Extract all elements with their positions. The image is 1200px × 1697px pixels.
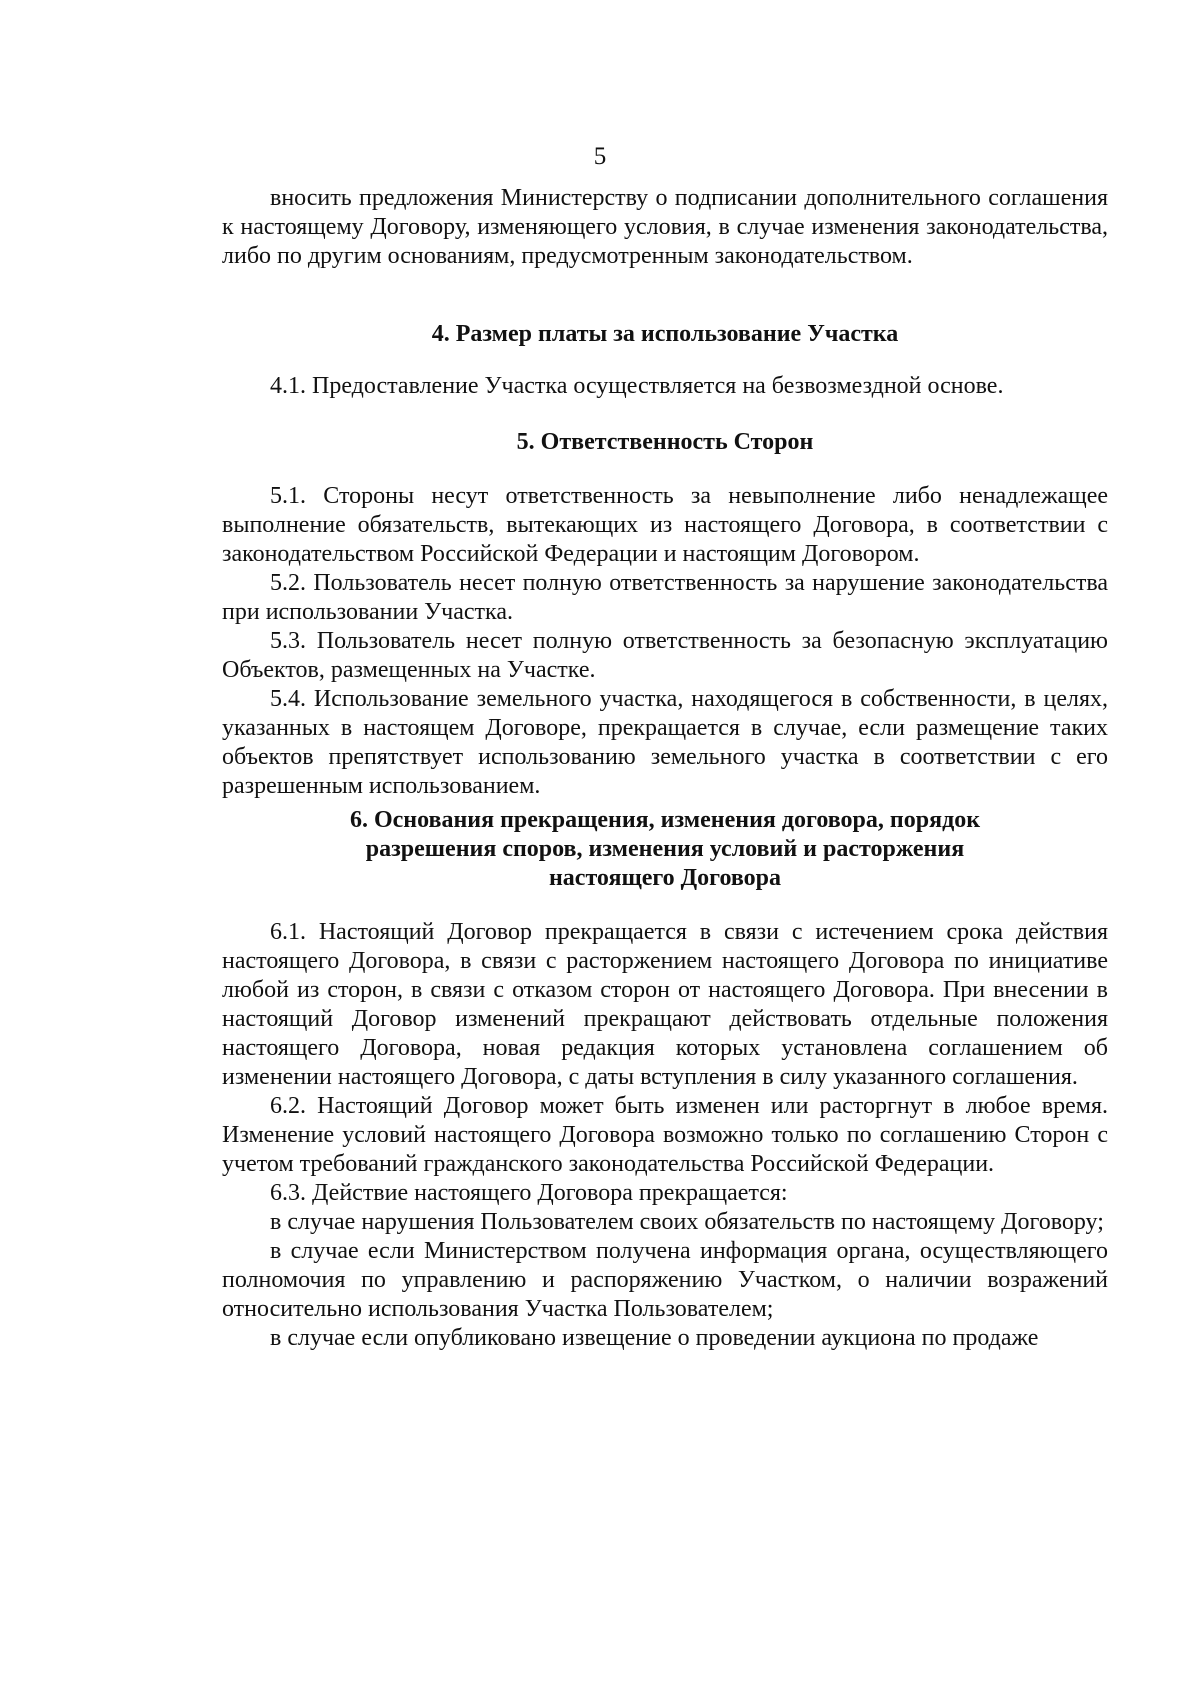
section-6-title-line-3: настоящего Договора bbox=[548, 865, 782, 891]
paragraph-6-1: 6.1. Настоящий Договор прекращается в связи с истечением срока действия настоящего Договора, в связи с расторжением настоящего Договора по инициативе любой из сторон, в связи с отказом сторон от настоящего Договора. При внесении в настоящий Договор изменений прекращают действовать отдельные положения настоящего Договора, новая редакция которых установлена соглашением об изменении настоящего Договора, с даты вступления в силу указанного соглашения. bbox=[222, 919, 1108, 1090]
paragraph-6-2: 6.2. Настоящий Договор может быть изменен или расторгнут в любое время. Изменение условий настоящего Договора возможно только по соглашению Сторон с учетом требований гражданского законодательства Российской Федерации. bbox=[222, 1093, 1108, 1177]
intro-block bbox=[222, 184, 1108, 271]
intro-paragraph: вносить предложения Министерству о подписании дополнительного соглашения к настоящему Договору, изменяющего условия, в случае изменения законодательства, либо по другим основаниям, предусмотренным законодательством. bbox=[222, 185, 1108, 269]
paragraph-6-3-case-2: в случае если Министерством получена информация органа, осуществляющего полномочия по управлению и распоряжению Участком, о наличии возражений относительно использования Участка Пользователем; bbox=[222, 1238, 1108, 1322]
section-6-title-line-1: 6. Основания прекращения, изменения договора, порядок bbox=[349, 807, 981, 833]
paragraph-5-2: 5.2. Пользователь несет полную ответственность за нарушение законодательства при использовании Участка. bbox=[222, 570, 1108, 625]
section-5-body bbox=[222, 482, 1108, 801]
paragraph-5-3: 5.3. Пользователь несет полную ответственность за безопасную эксплуатацию Объектов, размещенных на Участке. bbox=[222, 628, 1108, 683]
section-4-title: 4. Размер платы за использование Участка bbox=[431, 321, 899, 347]
section-4-body bbox=[222, 372, 1108, 401]
paragraph-5-1: 5.1. Стороны несут ответственность за невыполнение либо ненадлежащее выполнение обязательств, вытекающих из настоящего Договора, в соответствии с законодательством Российской Федерации и настоящим Договором. bbox=[222, 483, 1108, 567]
page-number: 5 bbox=[593, 143, 607, 170]
section-5-title: 5. Ответственность Сторон bbox=[516, 429, 814, 455]
section-6-title bbox=[222, 806, 1108, 893]
paragraph-6-3-case-3: в случае если опубликовано извещение о проведении аукциона по продаже bbox=[270, 1325, 1039, 1351]
paragraph-6-3: 6.3. Действие настоящего Договора прекращается: bbox=[270, 1180, 788, 1206]
section-6-body bbox=[222, 918, 1108, 1353]
paragraph-5-4: 5.4. Использование земельного участка, находящегося в собственности, в целях, указанных в настоящем Договоре, прекращается в случае, если размещение таких объектов препятствует использованию земельного участка в соответствии с его разрешенным использованием. bbox=[222, 686, 1108, 799]
paragraph-4-1: 4.1. Предоставление Участка осуществляется на безвозмездной основе. bbox=[270, 373, 1004, 399]
section-6-title-line-2: разрешения споров, изменения условий и расторжения bbox=[365, 836, 965, 862]
paragraph-6-3-case-1: в случае нарушения Пользователем своих обязательств по настоящему Договору; bbox=[270, 1209, 1104, 1235]
